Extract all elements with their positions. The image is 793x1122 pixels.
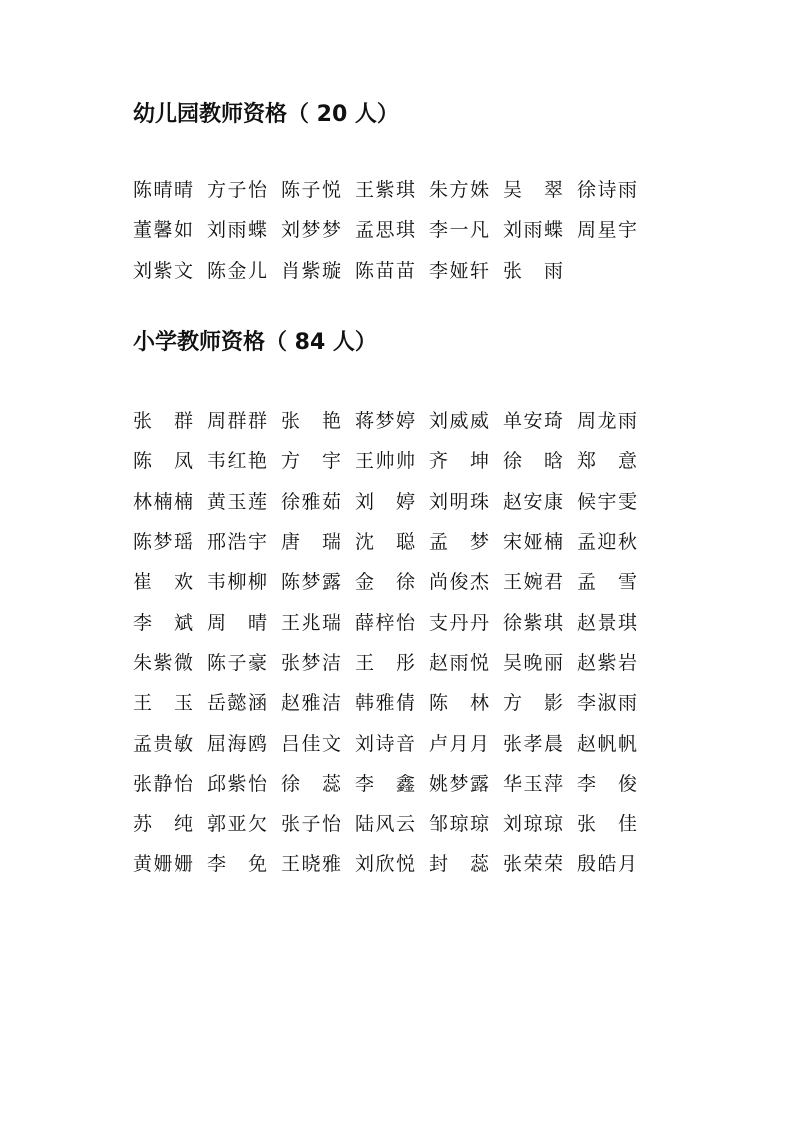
name-entry: 林 楠 楠 xyxy=(133,490,193,513)
name-entry: 徐 晗 xyxy=(503,450,563,473)
name-entry: 屈 海 鸥 xyxy=(207,732,267,755)
name-entry: 方 影 xyxy=(503,692,563,715)
name-entry: 徐 雅 茹 xyxy=(281,490,341,513)
name-entry: 刘 诗 音 xyxy=(355,732,415,755)
name-entry: 崔 欢 xyxy=(133,571,193,594)
name-entry: 薛 梓 怡 xyxy=(355,611,415,634)
name-entry: 王 彤 xyxy=(355,651,415,674)
name-entry: 陈 凤 xyxy=(133,450,193,473)
name-entry: 周 龙 雨 xyxy=(577,410,637,433)
name-entry: 方 子 怡 xyxy=(207,179,267,202)
name-entry: 刘 雨 蝶 xyxy=(207,219,267,242)
name-entry: 赵 紫 岩 xyxy=(577,651,637,674)
name-entry: 周 晴 xyxy=(207,611,267,634)
name-entry: 宋 娅 楠 xyxy=(503,531,563,554)
name-entry: 张 艳 xyxy=(281,410,341,433)
name-entry: 刘 雨 蝶 xyxy=(503,219,563,242)
name-entry: 李 俊 xyxy=(577,772,637,795)
name-entry: 张 荣 荣 xyxy=(503,853,563,876)
name-entry: 陈 子 豪 xyxy=(207,651,267,674)
name-entry: 赵 雨 悦 xyxy=(429,651,489,674)
name-entry: 陈 金 儿 xyxy=(207,259,267,282)
name-entry: 赵 安 康 xyxy=(503,490,563,513)
name-entry: 单 安 琦 xyxy=(503,410,563,433)
name-entry: 华 玉 萍 xyxy=(503,772,563,795)
name-entry: 苏 纯 xyxy=(133,813,193,836)
name-entry: 赵 雅 洁 xyxy=(281,692,341,715)
name-entry: 封 蕊 xyxy=(429,853,489,876)
name-entry: 韦 柳 柳 xyxy=(207,571,267,594)
name-entry: 吕 佳 文 xyxy=(281,732,341,755)
name-entry: 陈 梦 瑶 xyxy=(133,531,193,554)
name-entry: 陈 梦 露 xyxy=(281,571,341,594)
name-entry: 王 玉 xyxy=(133,692,193,715)
name-entry: 尚 俊 杰 xyxy=(429,571,489,594)
name-entry: 郭 亚 欠 xyxy=(207,813,267,836)
name-entry: 张 佳 xyxy=(577,813,637,836)
name-entry: 张 梦 洁 xyxy=(281,651,341,674)
name-entry: 徐 紫 琪 xyxy=(503,611,563,634)
name-entry: 徐 诗 雨 xyxy=(577,179,637,202)
kindergarten-name-list xyxy=(133,170,651,291)
primary-school-name-list xyxy=(133,401,651,885)
name-entry: 卢 月 月 xyxy=(429,732,489,755)
name-entry: 张 子 怡 xyxy=(281,813,341,836)
name-entry: 赵 景 琪 xyxy=(577,611,637,634)
kindergarten-section-title: 幼儿园教师资格（ 20 人） xyxy=(133,102,399,127)
name-entry: 沈 聪 xyxy=(355,531,415,554)
name-entry: 陆 风 云 xyxy=(355,813,415,836)
name-entry: 赵 帆 帆 xyxy=(577,732,637,755)
name-entry: 李 免 xyxy=(207,853,267,876)
name-entry: 肖 紫 璇 xyxy=(281,259,341,282)
name-entry: 韦 红 艳 xyxy=(207,450,267,473)
name-entry: 吴 翠 xyxy=(503,179,563,202)
name-entry: 孟 贵 敏 xyxy=(133,732,193,755)
name-entry: 韩 雅 倩 xyxy=(355,692,415,715)
name-entry: 黄 玉 莲 xyxy=(207,490,267,513)
name-entry: 方 宇 xyxy=(281,450,341,473)
name-entry: 李 娅 轩 xyxy=(429,259,489,282)
name-entry: 刘 欣 悦 xyxy=(355,853,415,876)
name-entry: 王 紫 琪 xyxy=(355,179,415,202)
primary-school-section-title: 小学教师资格（ 84 人） xyxy=(133,330,377,355)
name-entry: 周 群 群 xyxy=(207,410,267,433)
name-entry: 周 星 宇 xyxy=(577,219,637,242)
name-entry: 岳 懿 涵 xyxy=(207,692,267,715)
name-entry: 候 宇 雯 xyxy=(577,490,637,513)
name-entry: 齐 坤 xyxy=(429,450,489,473)
name-entry: 蒋 梦 婷 xyxy=(355,410,415,433)
name-entry: 王 晓 雅 xyxy=(281,853,341,876)
name-entry: 李 斌 xyxy=(133,611,193,634)
name-entry: 张 静 怡 xyxy=(133,772,193,795)
name-entry: 张 群 xyxy=(133,410,193,433)
name-entry: 孟 梦 xyxy=(429,531,489,554)
name-entry: 陈 子 悦 xyxy=(281,179,341,202)
name-entry: 金 徐 xyxy=(355,571,415,594)
name-entry: 邢 浩 宇 xyxy=(207,531,267,554)
name-entry: 陈 林 xyxy=(429,692,489,715)
name-entry: 朱 方 姝 xyxy=(429,179,489,202)
name-entry: 刘 婷 xyxy=(355,490,415,513)
name-entry: 刘 琼 琼 xyxy=(503,813,563,836)
name-entry: 唐 瑞 xyxy=(281,531,341,554)
name-entry: 李 淑 雨 xyxy=(577,692,637,715)
name-entry: 张 雨 xyxy=(503,259,563,282)
name-entry: 黄 姗 姗 xyxy=(133,853,193,876)
name-entry: 吴 晚 丽 xyxy=(503,651,563,674)
name-entry: 董 馨 如 xyxy=(133,219,193,242)
name-entry: 刘 明 珠 xyxy=(429,490,489,513)
name-entry: 朱 紫 微 xyxy=(133,651,193,674)
name-entry: 孟 思 琪 xyxy=(355,219,415,242)
name-entry: 刘 紫 文 xyxy=(133,259,193,282)
name-entry: 李 一 凡 xyxy=(429,219,489,242)
name-entry: 邹 琼 琼 xyxy=(429,813,489,836)
name-entry: 殷 皓 月 xyxy=(577,853,637,876)
name-entry: 支 丹 丹 xyxy=(429,611,489,634)
name-entry: 徐 蕊 xyxy=(281,772,341,795)
name-entry: 王 兆 瑞 xyxy=(281,611,341,634)
name-entry: 姚 梦 露 xyxy=(429,772,489,795)
name-entry: 邱 紫 怡 xyxy=(207,772,267,795)
name-entry: 刘 威 威 xyxy=(429,410,489,433)
name-entry: 张 孝 晨 xyxy=(503,732,563,755)
name-entry: 孟 雪 xyxy=(577,571,637,594)
name-entry: 王 婉 君 xyxy=(503,571,563,594)
name-entry: 郑 意 xyxy=(577,450,637,473)
name-entry: 陈 晴 晴 xyxy=(133,179,193,202)
name-entry: 陈 苗 苗 xyxy=(355,259,415,282)
name-entry: 孟 迎 秋 xyxy=(577,531,637,554)
name-entry: 王 帅 帅 xyxy=(355,450,415,473)
name-entry: 刘 梦 梦 xyxy=(281,219,341,242)
name-entry: 李 鑫 xyxy=(355,772,415,795)
